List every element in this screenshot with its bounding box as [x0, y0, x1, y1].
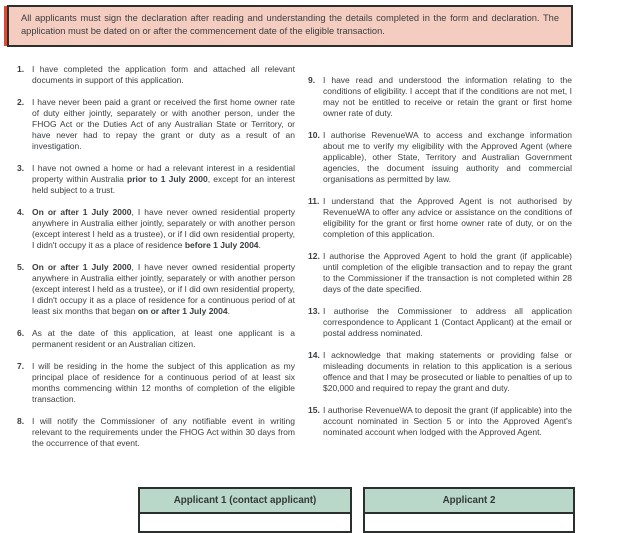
declaration-item	[17, 328, 295, 350]
item-text: I acknowledge that making statements or providing false or misleading documents in relation to this application is a serious offence and that I may be prosecuted or liable to penalties of up to $20,000 and required to repay the grant and duty.	[323, 350, 572, 393]
applicant1-header: Applicant 1 (contact applicant)	[140, 489, 350, 514]
declaration-item	[308, 251, 572, 295]
item-number: 7.	[17, 361, 25, 371]
item-number: 13.	[308, 306, 320, 316]
item-text: I authorise RevenueWA to access and exchange information about me to verify my eligibility with the Approved Agent (where applicable), other State, Territory and Australian Government agencies, the document issuing authority and commercial organisations as permitted by law.	[323, 130, 572, 184]
declaration-item	[17, 361, 295, 405]
declaration-column-left	[17, 64, 295, 449]
declaration-item	[308, 306, 572, 339]
declaration-list	[17, 64, 573, 449]
item-text: I understand that the Approved Agent is not authorised by RevenueWA to offer any advice or assistance on the conditions of eligibility for the grant or first home owner rate of duty, or on the completion of this application.	[323, 196, 572, 239]
item-number: 8.	[17, 416, 25, 426]
item-number: 1.	[17, 64, 25, 74]
item-text: I authorise RevenueWA to deposit the grant (if applicable) into the account nominated in Section 5 or into the Approved Agent's nominated account when lodged with the Approved Agent.	[323, 405, 572, 437]
declaration-item	[17, 262, 295, 317]
item-number: 2.	[17, 97, 25, 107]
item-number: 15.	[308, 405, 320, 415]
declaration-item	[17, 163, 295, 196]
item-number: 6.	[17, 328, 25, 338]
item-text: I authorise the Commissioner to address all application correspondence to Applicant 1 (Contact Applicant) at the email or postal address nominated.	[323, 306, 572, 338]
item-number: 4.	[17, 207, 25, 217]
item-number: 3.	[17, 163, 25, 173]
item-text: I have not owned a home or had a relevant interest in a residential property within Australia prior to 1 July 2000, except for an interest held subject to a trust.	[32, 163, 295, 195]
item-number: 5.	[17, 262, 25, 272]
applicant1-signature-box	[138, 487, 352, 533]
declaration-notice-text: All applicants must sign the declaration after reading and understanding the details completed in the form and declaration. The application must be dated on or after the commencement date of the eligible transaction.	[21, 13, 559, 36]
signature-section	[138, 487, 575, 533]
item-text: I have completed the application form and attached all relevant documents in support of this application.	[32, 64, 295, 85]
applicant2-header: Applicant 2	[365, 489, 573, 514]
item-number: 12.	[308, 251, 320, 261]
declaration-notice-box	[7, 5, 573, 47]
declaration-item	[308, 405, 572, 438]
declaration-item	[308, 75, 572, 119]
item-text: I have never been paid a grant or received the first home owner rate of duty either jointly, separately or with another person, under the FHOG Act or the Duties Act of any Australian State or Territory, or have never had to repay the grant or duty as a result of an investigation.	[32, 97, 295, 151]
item-number: 11.	[308, 196, 320, 206]
applicant2-signature-box	[363, 487, 575, 533]
item-text: I will be residing in the home the subject of this application as my principal place of residence for a continuous period of at least six months commencing within 12 months of completion of the eligible transaction.	[32, 361, 295, 404]
declaration-item	[17, 97, 295, 152]
declaration-column-right	[308, 75, 572, 449]
item-text: I have read and understood the information relating to the conditions of eligibility. I accept that if the conditions are not met, I may not be entitled to receive or retain the grant or first home owner rate of duty.	[323, 75, 572, 118]
declaration-item	[308, 350, 572, 394]
item-text: On or after 1 July 2000, I have never owned residential property anywhere in Australia either jointly, separately or with another person (except interest I held as a trustee), or if I did own residential property, I didn't occupy it as a place of residence for a continuous period of at least six months that began on or after 1 July 2004.	[32, 262, 295, 316]
item-number: 14.	[308, 350, 320, 360]
declaration-item	[17, 64, 295, 86]
item-text: As at the date of this application, at least one applicant is a permanent resident or an Australian citizen.	[32, 328, 295, 349]
declaration-item	[17, 207, 295, 251]
declaration-item	[308, 130, 572, 185]
item-number: 9.	[308, 75, 316, 85]
declaration-item	[17, 416, 295, 449]
item-text: I authorise the Approved Agent to hold the grant (if applicable) until completion of the eligible transaction and to repay the grant to the Commissioner if the transaction is not completed within 28 days of the date specified.	[323, 251, 572, 294]
item-text: I will notify the Commissioner of any notifiable event in writing relevant to the requirements under the FHOG Act within 30 days from the occurrence of that event.	[32, 416, 295, 448]
declaration-item	[308, 196, 572, 240]
item-number: 10.	[308, 130, 320, 140]
item-text: On or after 1 July 2000, I have never owned residential property anywhere in Australia either jointly, separately or with another person (except interest I held as a trustee), or if I did own residential property, I didn't occupy it as a place of residence before 1 July 2004.	[32, 207, 295, 250]
